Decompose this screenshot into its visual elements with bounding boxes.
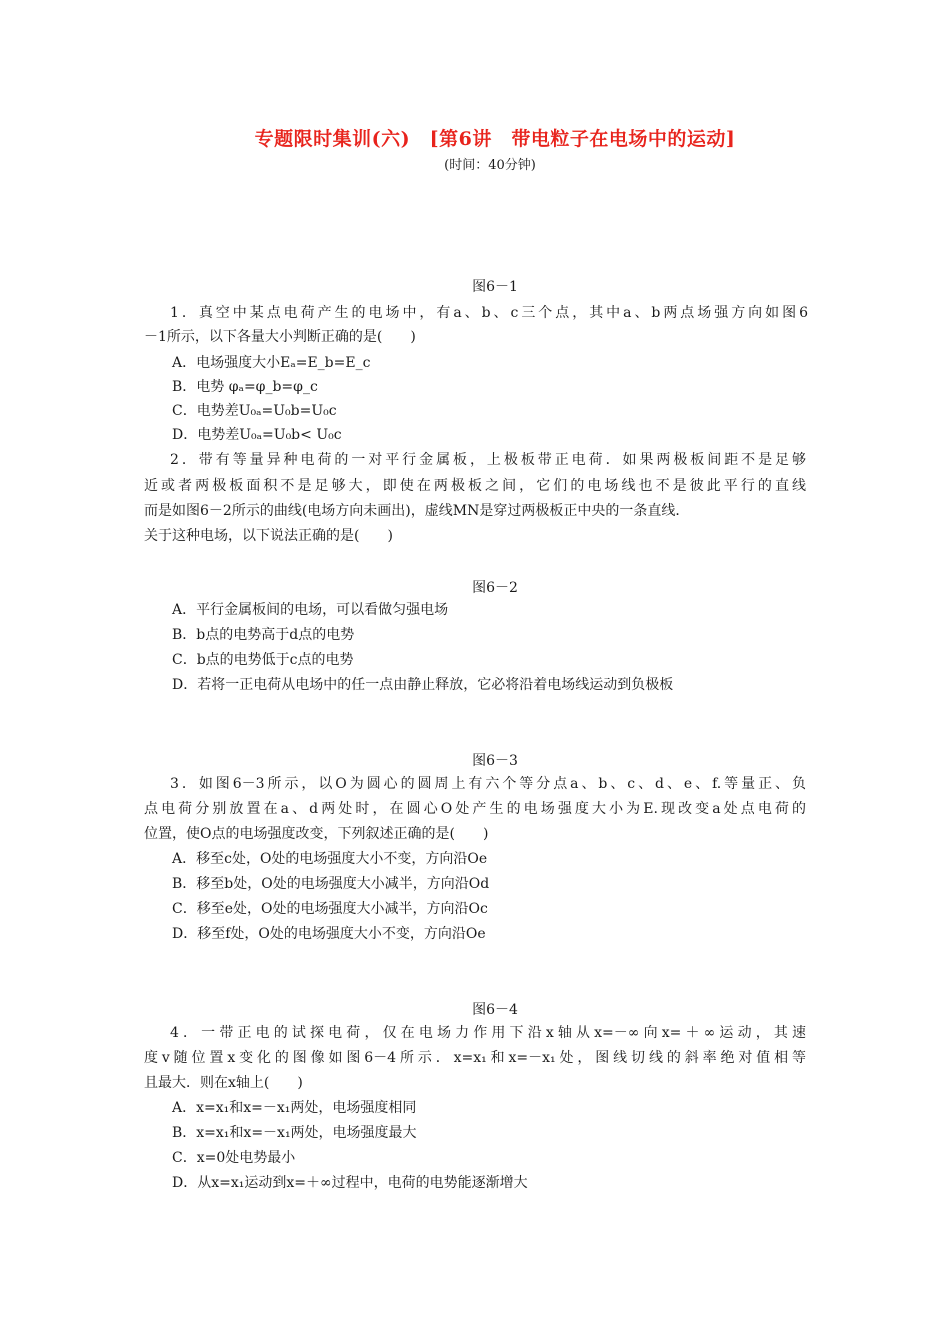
q4-option-c: C．x=0处电势最小: [172, 1150, 296, 1166]
q2-stem-line-3: 而是如图6－2所示的曲线(电场方向未画出)，虚线MN是穿过两极板正中央的一条直线．: [144, 503, 690, 519]
q4-option-b: B．x=x₁和x=－x₁两处，电场强度最大: [172, 1125, 417, 1141]
q1-option-d: D．电势差U₀ₐ=U₀b< U₀c: [172, 427, 342, 443]
q1-option-c: C．电势差U₀ₐ=U₀b=U₀c: [172, 403, 337, 419]
q4-stem-line-2: 度v随位置x变化的图像如图6－4所示．x=x₁和x=－x₁处，图线切线的斜率绝对值相等: [144, 1050, 806, 1066]
q2-stem-line-2: 近或者两极板面积不是足够大，即使在两极板之间，它们的电场线也不是彼此平行的直线: [144, 478, 806, 494]
q4-stem-line-3: 且最大．则在x轴上( ): [144, 1075, 303, 1091]
q3-option-d: D．移至f处，O处的电场强度大小不变，方向沿Oe: [172, 926, 486, 942]
q1-option-b: B．电势 φₐ=φ_b=φ_c: [172, 379, 318, 395]
time-note: (时间：40分钟): [444, 158, 536, 173]
q3-stem-line-2: 点电荷分别放置在a、d两处时，在圆心O处产生的电场强度大小为E.现改变a处点电荷的: [144, 801, 806, 817]
q1-stem-line-1: 1．真空中某点电荷产生的电场中，有a、b、c三个点，其中a、b两点场强方向如图6: [170, 305, 808, 321]
q2-option-c: C．b点的电势低于c点的电势: [172, 652, 354, 668]
figure-label-6-1: 图6－1: [472, 279, 518, 295]
q3-option-b: B．移至b处，O处的电场强度大小减半，方向沿Od: [172, 876, 490, 892]
q1-option-a: A．电场强度大小Eₐ=E_b=E_c: [172, 355, 371, 371]
q2-option-d: D．若将一正电荷从电场中的任一点由静止释放，它必将沿着电场线运动到负极板: [172, 677, 674, 693]
figure-label-6-2: 图6－2: [472, 580, 518, 596]
q4-option-d: D．从x=x₁运动到x=＋∞过程中，电荷的电势能逐渐增大: [172, 1175, 528, 1191]
q2-stem-line-1: 2．带有等量异种电荷的一对平行金属板，上极板带正电荷．如果两极板间距不是足够: [170, 452, 806, 468]
page-title: 专题限时集训(六) [第6讲 带电粒子在电场中的运动]: [254, 128, 736, 150]
figure-label-6-4: 图6－4: [472, 1002, 518, 1018]
q2-option-b: B．b点的电势高于d点的电势: [172, 627, 355, 643]
q2-option-a: A．平行金属板间的电场，可以看做匀强电场: [172, 602, 449, 618]
q1-stem-line-2: －1所示，以下各量大小判断正确的是( ): [144, 329, 416, 345]
q4-option-a: A．x=x₁和x=－x₁两处，电场强度相同: [172, 1100, 417, 1116]
q3-stem-line-3: 位置，使O点的电场强度改变，下列叙述正确的是( ): [144, 826, 489, 842]
q2-stem-line-4: 关于这种电场，以下说法正确的是( ): [144, 528, 393, 544]
q3-stem-line-1: 3．如图6－3所示，以O为圆心的圆周上有六个等分点a、b、c、d、e、f.等量正、负: [170, 776, 806, 792]
figure-label-6-3: 图6－3: [472, 753, 518, 769]
q3-option-c: C．移至e处，O处的电场强度大小减半，方向沿Oc: [172, 901, 488, 917]
q4-stem-line-1: 4．一带正电的试探电荷，仅在电场力作用下沿x轴从x=－∞向x=＋∞运动，其速: [170, 1025, 806, 1041]
q3-option-a: A．移至c处，O处的电场强度大小不变，方向沿Oe: [172, 851, 488, 867]
